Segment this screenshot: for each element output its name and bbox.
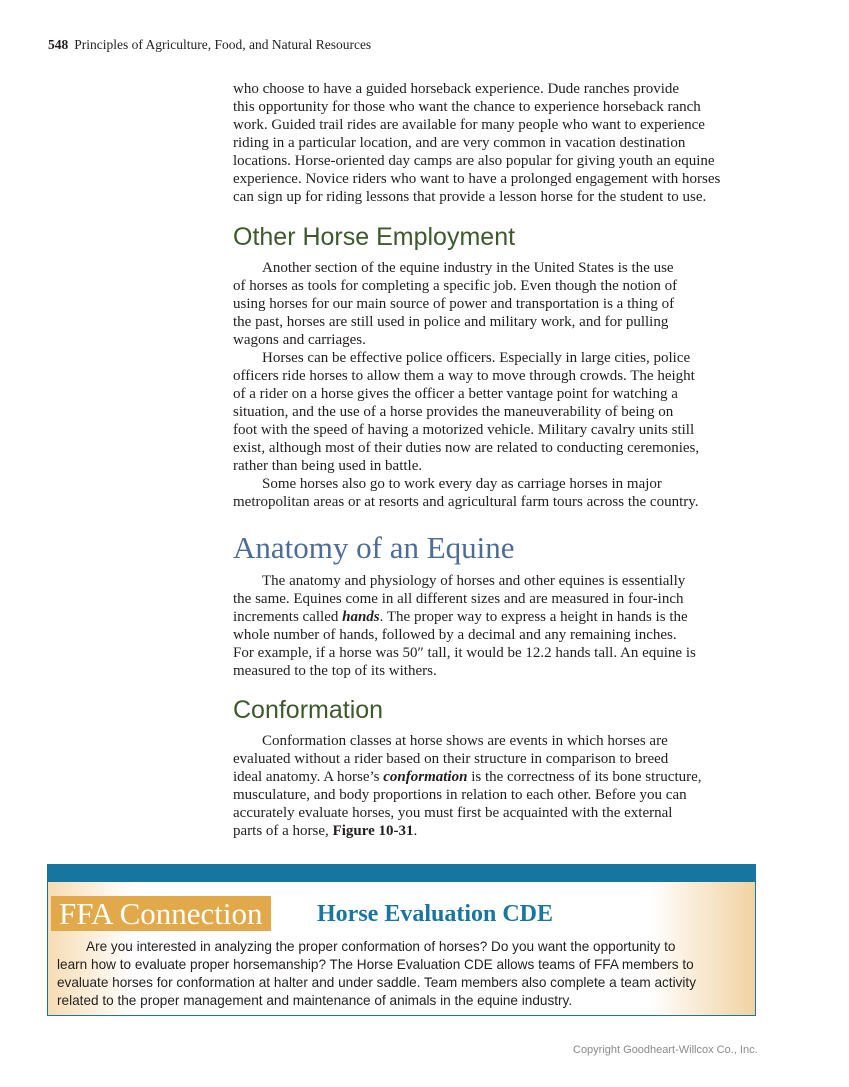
text-line: the same. Equines come in all different sizes and are measured in four-inch xyxy=(233,591,684,607)
text-segment: ideal anatomy. A horse’s xyxy=(233,769,384,785)
text-line: experience. Novice riders who want to have a prolonged engagement with horses xyxy=(233,171,721,187)
text-line: For example, if a horse was 50″ tall, it would be 12.2 hands tall. An equine is xyxy=(233,645,696,661)
text-line: Conformation classes at horse shows are events in which horses are xyxy=(262,733,668,749)
text-line: accurately evaluate horses, you must first be acquainted with the external xyxy=(233,805,673,821)
text-line: learn how to evaluate proper horsemanship? The Horse Evaluation CDE allows teams of FFA members to xyxy=(57,957,694,972)
emphasized-term: conformation xyxy=(383,769,468,785)
other-employment-text xyxy=(233,259,763,511)
text-line: situation, and the use of a horse provides the maneuverability of being on xyxy=(233,404,674,420)
ffa-connection-box xyxy=(47,864,756,1016)
text-segment: parts of a horse, xyxy=(233,823,333,839)
ffa-box-title: Horse Evaluation CDE xyxy=(317,901,554,927)
text-line: officers ride horses to allow them a way to move through crowds. The height xyxy=(233,368,695,384)
text-line xyxy=(233,608,763,626)
book-title: Principles of Agriculture, Food, and Natural Resources xyxy=(74,37,372,52)
text-line: using horses for our main source of power and transportation is a thing of xyxy=(233,296,675,312)
copyright-notice: Copyright Goodheart-Willcox Co., Inc. xyxy=(573,1044,758,1056)
text-line: related to the proper management and maintenance of animals in the equine industry. xyxy=(57,993,573,1008)
text-line: Some horses also go to work every day as carriage horses in major xyxy=(262,476,662,492)
text-line: this opportunity for those who want the chance to experience horseback ranch xyxy=(233,99,701,115)
text-line: whole number of hands, followed by a decimal and any remaining inches. xyxy=(233,627,677,643)
heading-anatomy-of-an-equine: Anatomy of an Equine xyxy=(233,530,515,565)
text-segment: . xyxy=(413,823,418,839)
text-line: The anatomy and physiology of horses and other equines is essentially xyxy=(262,573,686,589)
text-line: work. Guided trail rides are available for many people who want to experience xyxy=(233,117,705,133)
intro-paragraph xyxy=(233,80,763,206)
text-line: Horses can be effective police officers. Especially in large cities, police xyxy=(262,350,691,366)
text-line: wagons and carriages. xyxy=(233,332,366,348)
text-line: locations. Horse-oriented day camps are also popular for giving youth an equine xyxy=(233,153,715,169)
text-line: evaluated without a rider based on their structure in comparison to breed xyxy=(233,751,669,767)
text-line: of horses as tools for completing a specific job. Even though the notion of xyxy=(233,278,678,294)
text-line: Another section of the equine industry in the United States is the use xyxy=(262,260,674,276)
text-segment: increments called xyxy=(233,609,343,625)
page-number: 548 xyxy=(48,37,69,52)
emphasized-term: Figure 10-31 xyxy=(332,823,414,839)
ffa-box-text xyxy=(57,938,696,1010)
ffa-top-bar xyxy=(48,865,755,882)
text-line: foot with the speed of having a motorized vehicle. Military cavalry units still xyxy=(233,422,695,438)
text-line xyxy=(233,822,763,840)
text-line: rather than being used in battle. xyxy=(233,458,423,474)
heading-conformation: Conformation xyxy=(233,696,384,724)
text-line: musculature, and body proportions in relation to each other. Before you can xyxy=(233,787,687,803)
text-line: exist, although most of their duties now are related to conducting ceremonies, xyxy=(233,440,700,456)
text-line: who choose to have a guided horseback experience. Dude ranches provide xyxy=(233,81,680,97)
text-line: can sign up for riding lessons that provide a lesson horse for the student to use. xyxy=(233,189,707,205)
running-header xyxy=(48,37,371,53)
heading-other-horse-employment: Other Horse Employment xyxy=(233,223,516,251)
text-segment: . The proper way to express a height in hands is the xyxy=(379,609,688,625)
anatomy-text xyxy=(233,572,763,680)
text-line: riding in a particular location, and are very common in vacation destination xyxy=(233,135,686,151)
text-line: Are you interested in analyzing the proper conformation of horses? Do you want the opportunity to xyxy=(86,939,676,954)
text-line: measured to the top of its withers. xyxy=(233,663,437,679)
text-line: of a rider on a horse gives the officer a better vantage point for watching a xyxy=(233,386,678,402)
emphasized-term: hands xyxy=(342,609,380,625)
ffa-connection-label: FFA Connection xyxy=(51,896,271,931)
text-line: the past, horses are still used in police and military work, and for pulling xyxy=(233,314,669,330)
conformation-text xyxy=(233,732,763,840)
text-line: metropolitan areas or at resorts and agricultural farm tours across the country. xyxy=(233,494,699,510)
text-line: evaluate horses for conformation at halter and under saddle. Team members also complete a team activity xyxy=(57,975,696,990)
text-segment: is the correctness of its bone structure, xyxy=(467,769,702,785)
text-line xyxy=(233,768,763,786)
